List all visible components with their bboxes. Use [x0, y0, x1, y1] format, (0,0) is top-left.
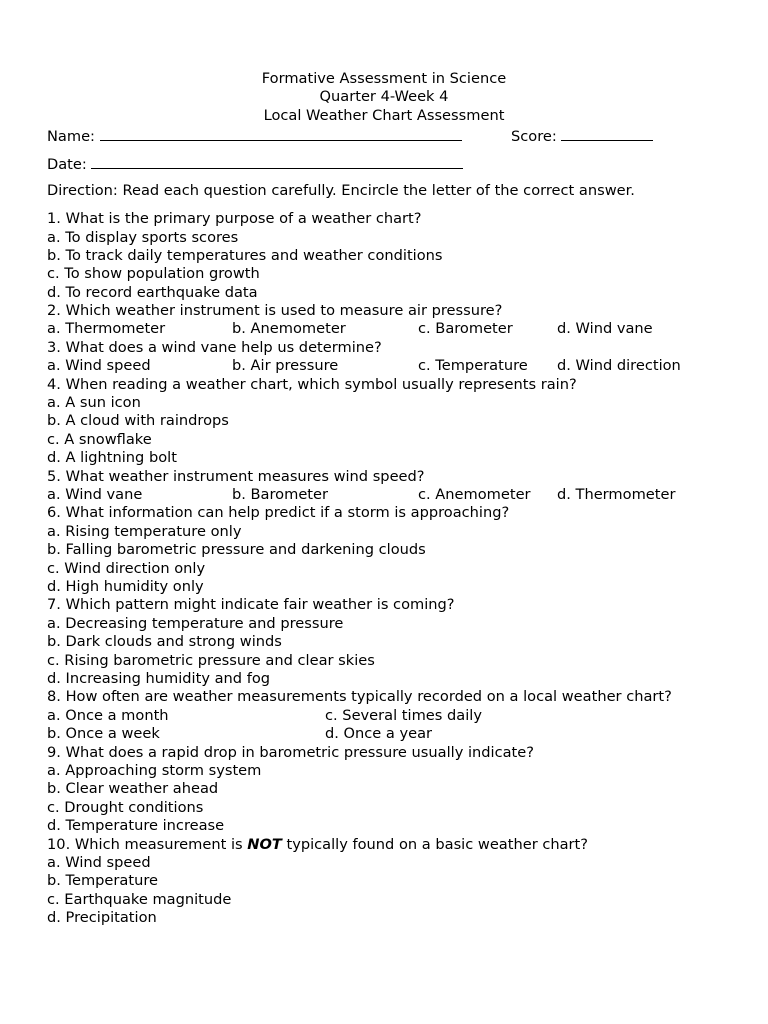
option-1c: c. To show population growth — [47, 265, 260, 283]
option-8c: c. Several times daily — [325, 706, 482, 724]
option-1b: b. To track daily temperatures and weather conditions — [47, 246, 443, 264]
option-7b: b. Dark clouds and strong winds — [47, 633, 282, 651]
direction-text: Direction: Read each question carefully. Encircle the letter of the correct answer. — [47, 182, 635, 199]
option-7a: a. Decreasing temperature and pressure — [47, 614, 344, 632]
option-5b: b. Barometer — [232, 486, 328, 503]
option-3c: c. Temperature — [418, 357, 528, 375]
option-3b: b. Air pressure — [232, 357, 339, 375]
option-6b: b. Falling barometric pressure and darkening clouds — [47, 541, 426, 559]
option-3d: d. Wind direction — [557, 357, 681, 375]
option-5c: c. Anemometer — [418, 486, 531, 503]
question-8: 8. How often are weather measurements typically recorded on a local weather chart? — [47, 688, 672, 706]
question-6: 6. What information can help predict if a storm is approaching? — [47, 504, 510, 522]
option-7d: d. Increasing humidity and fog — [47, 670, 271, 687]
question-4: 4. When reading a weather chart, which symbol usually represents rain? — [47, 375, 577, 393]
option-6a: a. Rising temperature only — [47, 522, 242, 540]
question-7: 7. Which pattern might indicate fair weather is coming? — [47, 596, 455, 614]
option-3a: a. Wind speed — [47, 357, 151, 375]
option-4d: d. A lightning bolt — [47, 449, 177, 467]
option-5a: a. Wind vane — [47, 486, 143, 503]
option-10c: c. Earthquake magnitude — [47, 890, 232, 908]
option-5d: d. Thermometer — [557, 486, 676, 503]
date-blank[interactable] — [91, 154, 463, 169]
option-2c: c. Barometer — [418, 320, 513, 338]
option-4a: a. A sun icon — [47, 394, 141, 411]
option-8b: b. Once a week — [47, 725, 160, 743]
header-line-2: Quarter 4-Week 4 — [319, 88, 449, 106]
option-7c: c. Rising barometric pressure and clear skies — [47, 651, 375, 669]
option-8a: a. Once a month — [47, 706, 169, 724]
name-label: Name: — [47, 128, 95, 145]
question-1: 1. What is the primary purpose of a weather chart? — [47, 210, 422, 227]
option-9c: c. Drought conditions — [47, 798, 204, 816]
option-2d: d. Wind vane — [557, 320, 653, 338]
score-blank[interactable] — [561, 126, 653, 141]
option-4c: c. A snowflake — [47, 430, 152, 448]
option-10a: a. Wind speed — [47, 854, 151, 871]
option-10b: b. Temperature — [47, 872, 158, 890]
date-label: Date: — [47, 156, 87, 173]
name-blank[interactable] — [100, 126, 462, 141]
header-line-3: Local Weather Chart Assessment — [263, 106, 505, 124]
option-2b: b. Anemometer — [232, 320, 346, 338]
question-10-emphasis: NOT — [247, 835, 282, 853]
score-label: Score: — [511, 128, 557, 145]
option-10d: d. Precipitation — [47, 909, 157, 927]
option-2a: a. Thermometer — [47, 320, 166, 338]
option-9a: a. Approaching storm system — [47, 762, 262, 779]
option-1a: a. To display sports scores — [47, 228, 239, 246]
option-4b: b. A cloud with raindrops — [47, 412, 229, 430]
question-5: 5. What weather instrument measures wind speed? — [47, 467, 425, 485]
date-row — [47, 154, 463, 174]
option-8d: d. Once a year — [325, 725, 433, 743]
score-row — [511, 126, 653, 146]
option-6c: c. Wind direction only — [47, 559, 206, 577]
worksheet-header — [0, 70, 768, 125]
option-9d: d. Temperature increase — [47, 817, 225, 835]
question-10 — [47, 836, 588, 854]
question-2: 2. Which weather instrument is used to measure air pressure? — [47, 302, 503, 319]
question-9: 9. What does a rapid drop in barometric pressure usually indicate? — [47, 743, 535, 761]
option-1d: d. To record earthquake data — [47, 283, 258, 301]
option-9b: b. Clear weather ahead — [47, 780, 219, 798]
header-line-1: Formative Assessment in Science — [261, 70, 507, 87]
name-row — [47, 126, 462, 146]
question-10-post: typically found on a basic weather chart? — [281, 835, 589, 853]
option-6d: d. High humidity only — [47, 578, 204, 595]
question-10-pre: 10. Which measurement is — [47, 835, 248, 853]
question-3: 3. What does a wind vane help us determine? — [47, 338, 382, 356]
